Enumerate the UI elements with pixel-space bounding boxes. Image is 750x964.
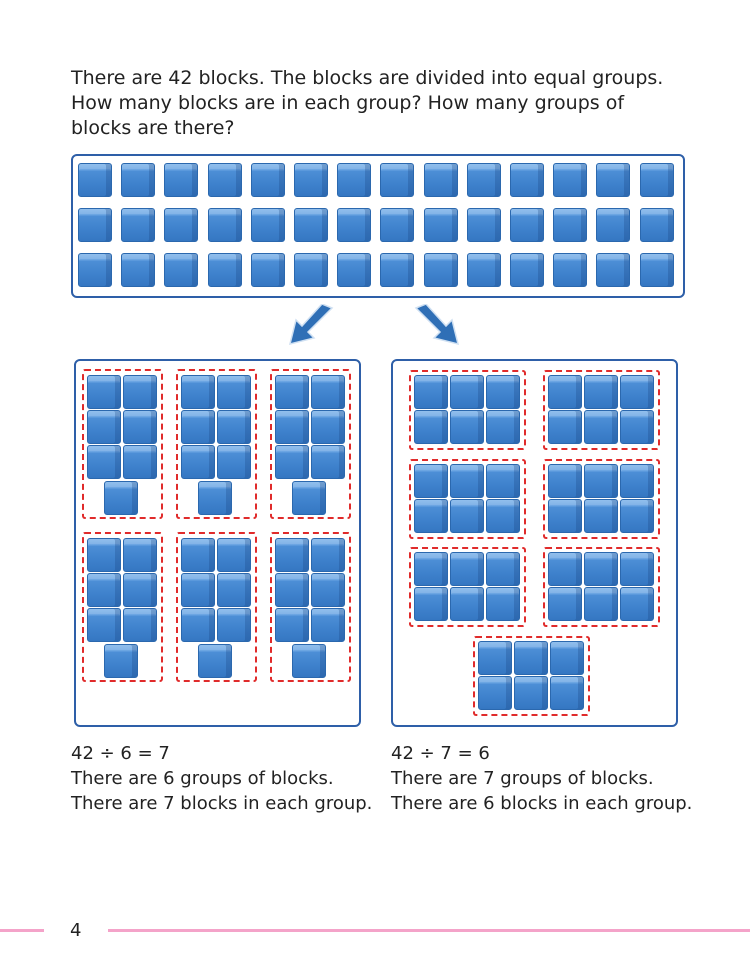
cube-block-icon	[467, 163, 501, 197]
cube-block-icon	[164, 163, 198, 197]
cube-block-icon	[510, 253, 544, 287]
cube-block-icon	[104, 481, 138, 515]
cube-block-icon	[450, 552, 484, 586]
cube-block-icon	[514, 676, 548, 710]
cube-block-icon	[123, 573, 157, 607]
cube-block-icon	[584, 375, 618, 409]
cube-block-icon	[217, 608, 251, 642]
cube-block-icon	[510, 163, 544, 197]
cube-block-icon	[181, 375, 215, 409]
cube-block-icon	[414, 410, 448, 444]
cube-block-icon	[486, 464, 520, 498]
cube-block-icon	[311, 538, 345, 572]
cube-block-icon	[450, 499, 484, 533]
cube-block-icon	[292, 481, 326, 515]
cube-block-icon	[123, 410, 157, 444]
cube-block-icon	[123, 445, 157, 479]
cube-block-icon	[414, 552, 448, 586]
cube-block-icon	[380, 208, 414, 242]
cube-block-icon	[121, 208, 155, 242]
cube-block-icon	[337, 163, 371, 197]
cube-block-icon	[486, 499, 520, 533]
cube-block-icon	[380, 163, 414, 197]
cube-block-icon	[208, 208, 242, 242]
cube-block-icon	[424, 163, 458, 197]
cube-block-icon	[510, 208, 544, 242]
cube-block-icon	[584, 587, 618, 621]
cube-block-icon	[467, 208, 501, 242]
cube-block-icon	[275, 538, 309, 572]
cube-block-icon	[548, 410, 582, 444]
cube-block-icon	[478, 641, 512, 675]
cube-block-icon	[620, 375, 654, 409]
cube-block-icon	[78, 253, 112, 287]
cube-block-icon	[208, 253, 242, 287]
cube-block-icon	[251, 208, 285, 242]
cube-block-icon	[198, 481, 232, 515]
cube-block-icon	[640, 163, 674, 197]
cube-block-icon	[486, 410, 520, 444]
cube-block-icon	[251, 163, 285, 197]
cube-block-icon	[414, 587, 448, 621]
cube-block-icon	[640, 208, 674, 242]
cube-block-icon	[450, 375, 484, 409]
cube-block-icon	[123, 538, 157, 572]
cube-block-icon	[337, 253, 371, 287]
cube-block-icon	[584, 464, 618, 498]
cube-block-icon	[553, 253, 587, 287]
cube-block-icon	[550, 676, 584, 710]
cube-block-icon	[414, 499, 448, 533]
cube-block-icon	[450, 464, 484, 498]
cube-block-icon	[87, 538, 121, 572]
cube-block-icon	[596, 253, 630, 287]
cube-block-icon	[123, 608, 157, 642]
left-blocks-statement: There are 7 blocks in each group.	[71, 793, 373, 814]
right-equation: 42 ÷ 7 = 6	[391, 743, 490, 764]
cube-block-icon	[123, 375, 157, 409]
cube-block-icon	[553, 163, 587, 197]
left-groups-statement: There are 6 groups of blocks.	[71, 768, 334, 789]
cube-block-icon	[620, 587, 654, 621]
cube-block-icon	[217, 445, 251, 479]
cube-block-icon	[620, 552, 654, 586]
question-line-3: blocks are there?	[71, 117, 235, 139]
cube-block-icon	[467, 253, 501, 287]
cube-block-icon	[486, 375, 520, 409]
cube-block-icon	[78, 163, 112, 197]
cube-block-icon	[548, 499, 582, 533]
arrow-down-right-icon	[412, 304, 460, 346]
cube-block-icon	[121, 253, 155, 287]
cube-block-icon	[164, 208, 198, 242]
question-line-1: There are 42 blocks. The blocks are divided into equal groups.	[71, 67, 664, 89]
footer-line-right	[108, 929, 750, 932]
cube-block-icon	[380, 253, 414, 287]
cube-block-icon	[87, 608, 121, 642]
cube-block-icon	[620, 464, 654, 498]
cube-block-icon	[584, 410, 618, 444]
cube-block-icon	[450, 410, 484, 444]
cube-block-icon	[181, 445, 215, 479]
cube-block-icon	[78, 208, 112, 242]
cube-block-icon	[181, 573, 215, 607]
cube-block-icon	[275, 410, 309, 444]
cube-block-icon	[584, 499, 618, 533]
cube-block-icon	[550, 641, 584, 675]
cube-block-icon	[514, 641, 548, 675]
footer-line-left	[0, 929, 44, 932]
cube-block-icon	[311, 410, 345, 444]
cube-block-icon	[337, 208, 371, 242]
right-answer	[391, 741, 692, 816]
cube-block-icon	[450, 587, 484, 621]
page-number: 4	[70, 920, 82, 941]
cube-block-icon	[87, 445, 121, 479]
cube-block-icon	[478, 676, 512, 710]
cube-block-icon	[311, 445, 345, 479]
cube-block-icon	[275, 445, 309, 479]
question-line-2: How many blocks are in each group? How many groups of	[71, 92, 625, 114]
cube-block-icon	[275, 608, 309, 642]
cube-block-icon	[486, 587, 520, 621]
cube-block-icon	[275, 573, 309, 607]
cube-block-icon	[620, 410, 654, 444]
cube-block-icon	[181, 410, 215, 444]
cube-block-icon	[640, 253, 674, 287]
right-blocks-statement: There are 6 blocks in each group.	[391, 793, 693, 814]
cube-block-icon	[121, 163, 155, 197]
cube-block-icon	[104, 644, 138, 678]
cube-block-icon	[87, 410, 121, 444]
cube-block-icon	[486, 552, 520, 586]
arrow-down-left-icon	[288, 304, 336, 346]
question-text	[71, 66, 691, 141]
cube-block-icon	[87, 573, 121, 607]
cube-block-icon	[311, 573, 345, 607]
cube-block-icon	[294, 208, 328, 242]
cube-block-icon	[181, 608, 215, 642]
cube-block-icon	[294, 253, 328, 287]
cube-block-icon	[217, 538, 251, 572]
cube-block-icon	[217, 410, 251, 444]
cube-block-icon	[548, 464, 582, 498]
cube-block-icon	[414, 464, 448, 498]
cube-block-icon	[311, 608, 345, 642]
cube-block-icon	[181, 538, 215, 572]
cube-block-icon	[294, 163, 328, 197]
cube-block-icon	[424, 253, 458, 287]
cube-block-icon	[424, 208, 458, 242]
cube-block-icon	[553, 208, 587, 242]
cube-block-icon	[548, 552, 582, 586]
cube-block-icon	[311, 375, 345, 409]
cube-block-icon	[217, 573, 251, 607]
cube-block-icon	[596, 208, 630, 242]
left-answer	[71, 741, 372, 816]
cube-block-icon	[275, 375, 309, 409]
cube-block-icon	[414, 375, 448, 409]
right-groups-statement: There are 7 groups of blocks.	[391, 768, 654, 789]
cube-block-icon	[584, 552, 618, 586]
cube-block-icon	[596, 163, 630, 197]
cube-block-icon	[251, 253, 285, 287]
all-blocks-panel	[71, 154, 685, 298]
cube-block-icon	[198, 644, 232, 678]
cube-block-icon	[87, 375, 121, 409]
cube-block-icon	[548, 587, 582, 621]
cube-block-icon	[208, 163, 242, 197]
cube-block-icon	[292, 644, 326, 678]
cube-block-icon	[217, 375, 251, 409]
left-equation: 42 ÷ 6 = 7	[71, 743, 170, 764]
cube-block-icon	[164, 253, 198, 287]
cube-block-icon	[548, 375, 582, 409]
cube-block-icon	[620, 499, 654, 533]
